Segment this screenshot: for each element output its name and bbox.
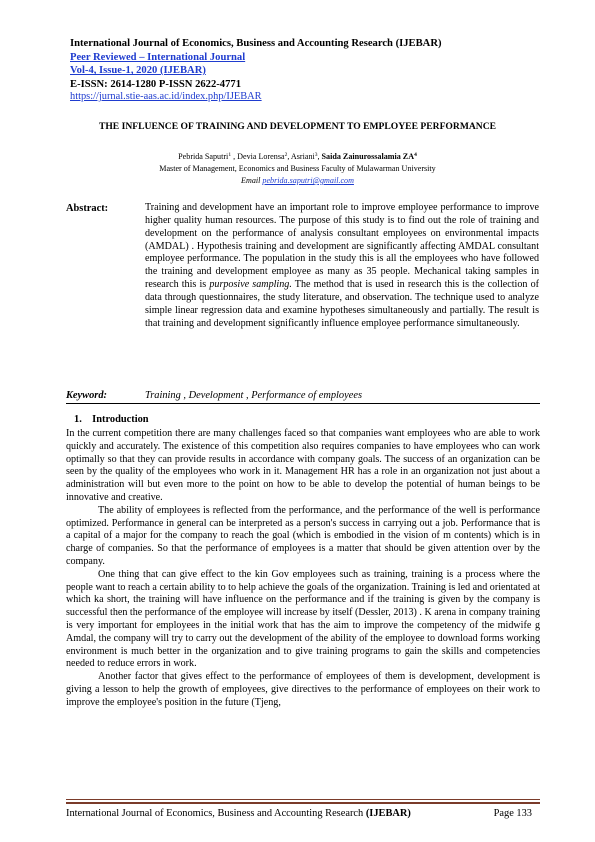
footer-divider-thick [66,802,540,804]
body-paragraph: One thing that can give effect to the kin Gov employees such as training, training is a process where the people want to reach a certain ability to to help achieve the goals of the organization. Training is led and orientated at which ka short, the training will have influence on the performance and if the training is given by the company is successful then the performance of the employee will increase by itself (Dessler, 2013) . K arena in company training is very important for employees in the initial work that has the aim to improve the competency of the midwife g Amdal, the company will try to carry out the development of the ability of the employee to download forms working environment is much better in the organization and to give training programs to gain the skills and competencies needed to reduce errors in work. [66,568,540,670]
author-affiliation-mark: 3 [314,152,318,158]
author-name: Devia Lorensa [237,152,285,161]
author-block: Pebrida Saputri$^1$ , Devia Lorensa$^2$, Asriani$^3$, Saida Zainurossalamia $ZA^4$ Master of Management, Economics and Business Faculty of Mulawarman University Email pebrida.saputri@gmail.com [90,151,505,187]
introduction-body [66,428,540,710]
email-link[interactable]: pebrida.saputri@gmail.com [262,176,354,185]
footer-journal-name: International Journal of Economics, Business and Accounting Research [66,808,364,819]
body-paragraph: The ability of employees is reflected from the performance, and the performance of the well is performance optimized. Performance in general can be interpreted as a person's success in carrying out a job. Performance that is a capital of a major for the company to reach the goal (which is embodied in the vision of m contents) which is in charge of companies. So that the performance of employees is a matter that should be given attention over by the company. [66,504,540,567]
page-number: Page 133 [493,808,532,819]
volume-link[interactable]: Vol-4, Issue-1, 2020 (IJEBAR) [70,65,206,77]
author-name-corresponding: Saida Zainurossalamia ZA [321,152,415,161]
keywords-label: Keyword: [66,390,107,401]
body-paragraph: In the current competition there are many challenges faced so that companies want employees who are able to work quickly and accurately. The existence of this competition also requires companies to have employees who can work optimally so that they can provide results in accordance with company goals. The success of an organization can be seen by the quality of the employees who work in it. Management HR has a role in an organization not just about a administration will but even more to the point on how to be able to develop the potential of human beings to be innovative and creative. [66,428,540,503]
author-affiliation-mark: 2 [284,152,288,158]
author-affiliation-mark: 4 [414,152,417,158]
author-name: Pebrida Saputri [178,152,229,161]
journal-title: International Journal of Economics, Business and Accounting Research (IJEBAR) [70,38,442,49]
affiliation: Master of Management, Economics and Business Faculty of Mulawarman University [159,164,436,173]
footer-divider-thin [66,799,540,800]
keywords-text: Training , Development , Performance of employees [145,390,363,401]
author-affiliation-mark: 1 [228,152,232,158]
peer-reviewed-link[interactable]: Peer Reviewed – International Journal [70,51,246,63]
email-label: Email [241,176,261,185]
email-line [90,175,505,187]
issn-line: E-ISSN: 2614-1280 P-ISSN 2622-4771 [70,78,241,90]
abstract-italic-term: purposive sampling. [209,279,292,291]
abstract-text-part: The method that is used in research this is the collection of data through questionnaires, the study literature, and observation. The technique used to analyze simple linear regression data and examine hypotheses simultaneously and partially. The result is that training and development significantly influence employee performance simultaneously. [145,279,539,329]
journal-header [70,37,540,104]
article-title: THE INFLUENCE OF TRAINING AND DEVELOPMENT TO EMPLOYEE PERFORMANCE [98,121,497,132]
journal-url-link[interactable]: https://jurnal.stie-aas.ac.id/index.php/IJEBAR [70,91,262,103]
author-name: Asriani [290,152,315,161]
abstract-text [145,202,539,330]
body-paragraph: Another factor that gives effect to the performance of employees of them is development, development is giving a lesson to help the growth of employees, give directives to the performance of employees on their work to improve the employee's position in the future (Tjeng, [66,671,540,708]
footer-journal-abbr: (IJEBAR) [365,808,411,819]
section-heading-introduction: 1. Introduction [74,414,149,425]
abstract-text-part: Training and development have an important role to improve employee performance to improve higher quality human resources. The purpose of this study is to find out the role of training and development on the performance of analysis consultant employees on environmental impacts (AMDAL) . Hypothesis training and development are significantly affecting AMDAL consultant employee performance. The population in the study this is all the employees who have followed the training and development employee as many as 35 people. Mechanical taking samples in research this is [145,202,539,291]
abstract-label: Abstract: [66,203,109,214]
footer-journal [66,808,411,819]
keywords-divider [66,403,540,404]
